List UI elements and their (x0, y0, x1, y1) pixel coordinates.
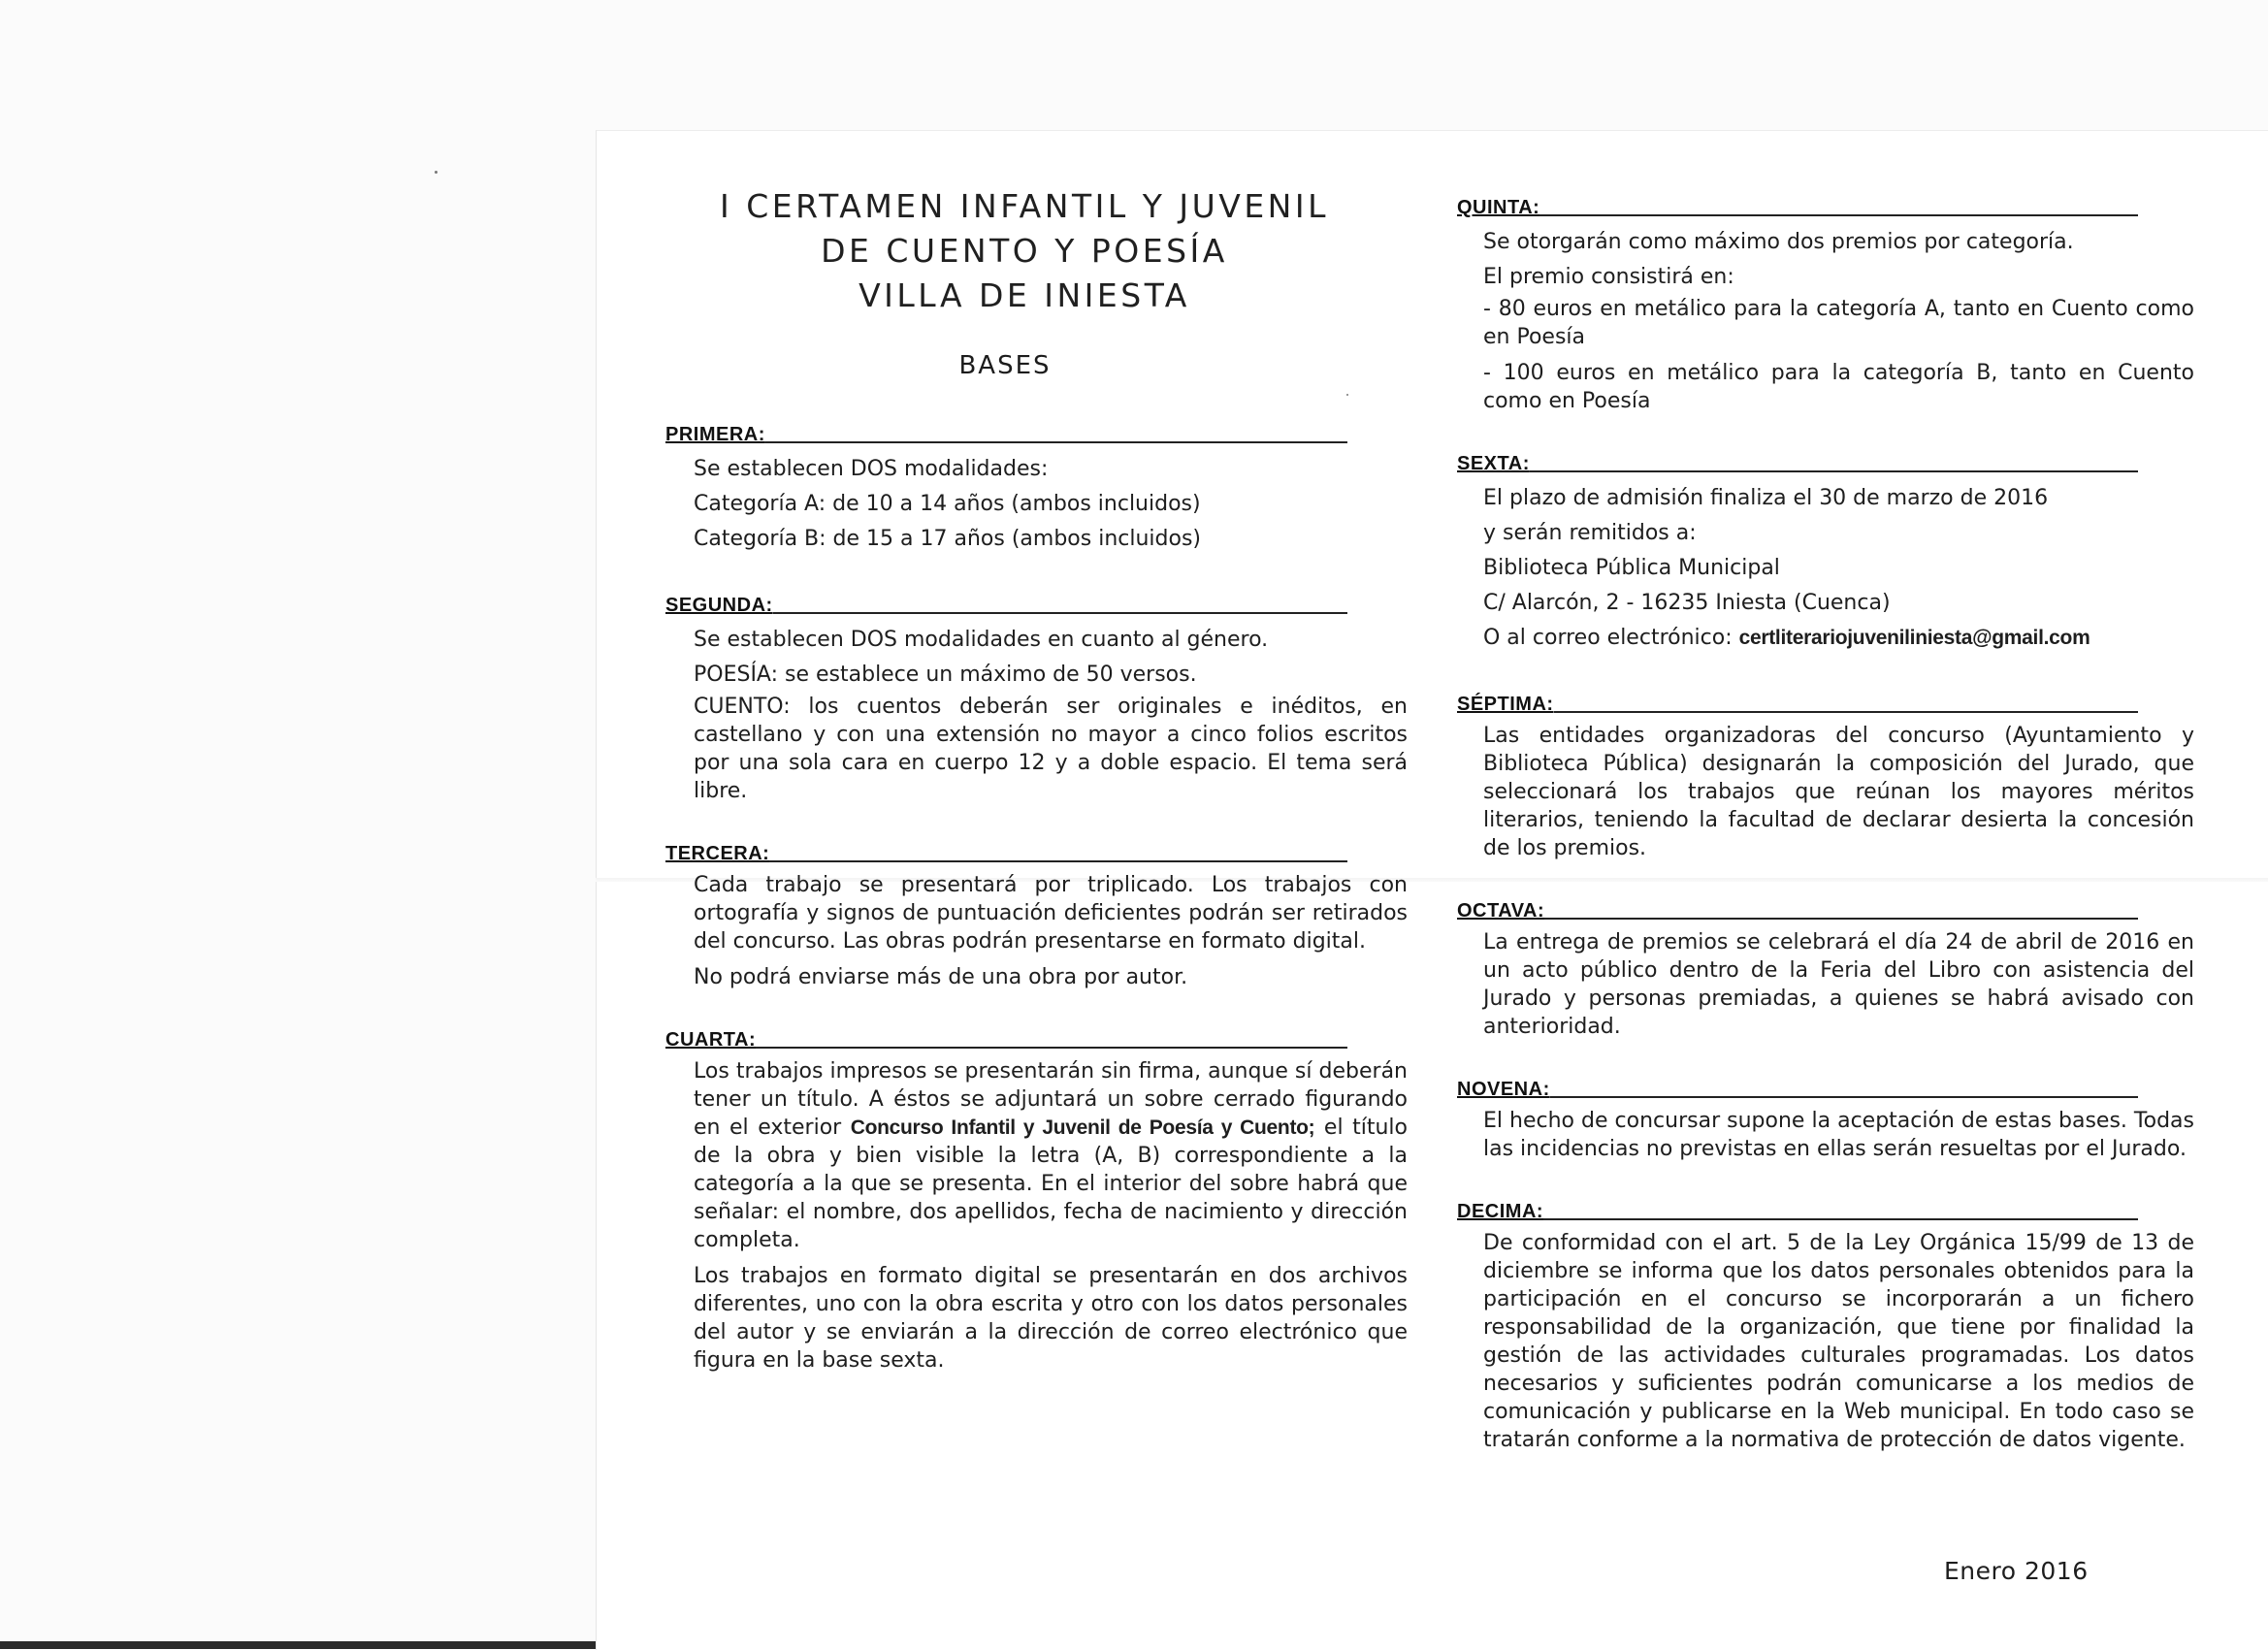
section-heading-row (1457, 448, 2138, 475)
text-line: Se establecen DOS modalidades: (694, 457, 1049, 481)
paragraph: No podrá enviarse más de una obra por autor. (694, 965, 1188, 989)
text-line: y serán remitidos a: (1483, 521, 1697, 545)
scanner-margin-top (596, 0, 2268, 130)
section-quinta (1457, 192, 2194, 415)
paragraph: La entrega de premios se celebrará el día 24 de abril de 2016 en un acto público dentro de la Feria del Libro con asistencia del Jurado y personas premiadas, a quienes se habrá avisado con anterioridad. (1483, 930, 2194, 1039)
scanner-margin-left (0, 0, 596, 1649)
text-line: POESÍA: se establece un máximo de 50 versos. (694, 663, 1197, 687)
section-body (665, 623, 1408, 805)
section-body (1457, 928, 2194, 1041)
section-heading-row (665, 1024, 1347, 1051)
section-heading: OCTAVA: (1457, 900, 1545, 922)
heading-rule (1550, 1096, 2138, 1098)
section-primera (665, 419, 1408, 557)
heading-rule (1544, 918, 2138, 920)
text-line: Se establecen DOS modalidades en cuanto al género. (694, 628, 1269, 652)
title-line-1: I CERTAMEN INFANTIL Y JUVENIL (720, 187, 1329, 225)
section-heading-row (665, 838, 1347, 865)
section-heading: SEXTA: (1457, 453, 1530, 474)
section-body (1457, 225, 2194, 415)
section-segunda (665, 590, 1408, 805)
document-subtitle: BASES (958, 351, 1052, 380)
heading-rule (1530, 470, 2138, 472)
section-decima (1457, 1196, 2194, 1454)
section-septima (1457, 689, 2194, 862)
section-heading: QUINTA: (1457, 197, 1540, 218)
prize-item: - 100 euros en metálico para la categoría B, tanto en Cuento como en Poesía (1483, 361, 2194, 413)
paragraph-text: Los trabajos impresos se presentarán sin firma, aunque sí deberán tener un título. A éstos se adjuntará un sobre cerrado figurando en el exterior (694, 1059, 1408, 1140)
section-novena (1457, 1074, 2194, 1163)
section-heading: DECIMA: (1457, 1201, 1544, 1222)
email-address: certliterariojuveniliniesta@gmail.com (1738, 627, 2090, 649)
section-body (1457, 1229, 2194, 1454)
section-body (665, 871, 1408, 991)
scanner-bottom-edge (0, 1641, 596, 1649)
text-line: Biblioteca Pública Municipal (1483, 556, 1780, 580)
text-line: Se otorgarán como máximo dos premios por categoría. (1483, 230, 2074, 254)
heading-rule (756, 1047, 1347, 1049)
dust-speck (435, 171, 437, 174)
paragraph: Las entidades organizadoras del concurso (Ayuntamiento y Biblioteca Pública) designarán la composición del Jurado, que seleccionará los trabajos que reúnan los mayores méritos literarios, teniendo la facultad de declarar desierta la concesión de los premios. (1483, 724, 2194, 860)
section-heading-row (1457, 689, 2138, 716)
text-line: Categoría B: de 15 a 17 años (ambos incluidos) (694, 527, 1202, 551)
text-line: Categoría A: de 10 a 14 años (ambos incluidos) (694, 492, 1201, 516)
paragraph: El hecho de concursar supone la aceptación de estas bases. Todas las incidencias no previstas en ellas serán resueltas por el Jurado. (1483, 1109, 2194, 1161)
heading-rule (769, 860, 1347, 862)
paragraph: Los trabajos en formato digital se presentarán en dos archivos diferentes, uno con la obra escrita y otro con los datos personales del autor y se enviarán a la dirección de correo electrónico que figura en la base sexta. (694, 1264, 1408, 1373)
section-body (1457, 722, 2194, 862)
email-label: O al correo electrónico: (1483, 626, 1739, 650)
section-heading: SEGUNDA: (665, 595, 773, 616)
heading-rule (1543, 1218, 2138, 1220)
section-cuarta (665, 1024, 1408, 1375)
section-heading: NOVENA: (1457, 1079, 1550, 1100)
section-heading: TERCERA: (665, 843, 770, 864)
paragraph-text: el título de la obra y bien visible la letra (A, B) correspondiente a la categoría a la que se presenta. En el interior del sobre habrá que señalar: el nombre, dos apellidos, fecha de nacimiento y dirección completa. (694, 1116, 1408, 1252)
paragraph (694, 1057, 1408, 1254)
paragraph: De conformidad con el art. 5 de la Ley Orgánica 15/99 de 13 de diciembre se informa que los datos personales obtenidos para la participación en el concurso se incorporarán a un fichero responsabilidad de la organización, que tiene por finalidad la gestión de las actividades culturales programadas. Los datos necesarios y suficientes podrán comunicarse a los medios de comunicación y publicarse en la Web municipal. En todo caso se tratarán conforme a la normativa de protección de datos vigente. (1483, 1231, 2194, 1452)
paragraph: Cada trabajo se presentará por triplicado. Los trabajos con ortografía y signos de puntuación deficientes podrán ser retirados del concurso. Las obras podrán presentarse en formato digital. (694, 873, 1408, 954)
section-body (665, 452, 1408, 557)
section-octava (1457, 895, 2194, 1041)
left-column (665, 184, 1408, 1407)
heading-rule (765, 441, 1347, 443)
section-heading-row (665, 419, 1347, 446)
section-heading-row (1457, 1074, 2138, 1101)
right-column (1457, 192, 2194, 1487)
heading-rule (773, 612, 1347, 614)
section-heading-row (1457, 192, 2138, 219)
section-tercera (665, 838, 1408, 991)
section-body (665, 1057, 1408, 1375)
prize-item: - 80 euros en metálico para la categoría A, tanto en Cuento como en Poesía (1483, 297, 2194, 349)
section-body (1457, 481, 2194, 656)
text-line: El premio consistirá en: (1483, 265, 1734, 289)
section-heading: CUARTA: (665, 1029, 757, 1051)
heading-rule (1554, 711, 2138, 713)
section-heading: SÉPTIMA: (1457, 694, 1554, 715)
document-title (665, 184, 1383, 318)
contest-name: Concurso Infantil y Juvenil de Poesía y Cuento; (850, 1116, 1315, 1139)
paragraph: CUENTO: los cuentos deberán ser originales e inéditos, en castellano y con una extensión no mayor a cinco folios escritos por una sola cara en cuerpo 12 y a doble espacio. El tema será libre. (694, 695, 1408, 803)
section-heading: PRIMERA: (665, 424, 765, 445)
section-heading-row (665, 590, 1347, 617)
section-sexta (1457, 448, 2194, 656)
text-line (1483, 621, 2194, 656)
document-date: Enero 2016 (1944, 1557, 2089, 1585)
title-line-2: DE CUENTO Y POESÍA (821, 232, 1228, 270)
heading-rule (1539, 214, 2138, 216)
section-heading-row (1457, 895, 2138, 922)
title-line-3: VILLA DE INIESTA (859, 276, 1190, 314)
text-line: El plazo de admisión finaliza el 30 de marzo de 2016 (1483, 486, 2049, 510)
section-body (1457, 1107, 2194, 1163)
text-line: C/ Alarcón, 2 - 16235 Iniesta (Cuenca) (1483, 591, 1891, 615)
section-heading-row (1457, 1196, 2138, 1223)
